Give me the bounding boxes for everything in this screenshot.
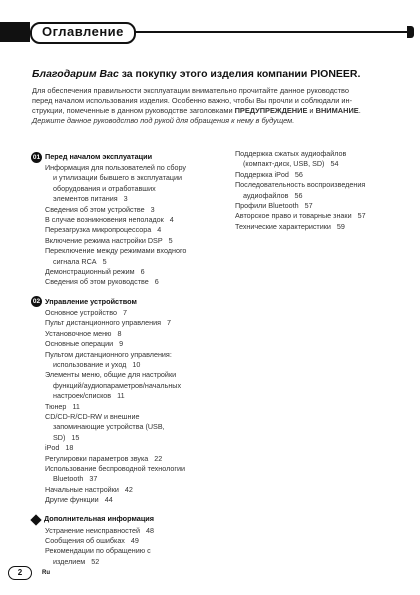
- toc-entry-line: Устранение неисправностей: [45, 525, 140, 535]
- toc-entry-line: Профили Bluetooth: [235, 201, 299, 211]
- toc-entry-text: [45, 402, 218, 412]
- toc-entry-text: [45, 257, 218, 267]
- intro-line: перед началом использования изделия. Особенно важно, чтобы Вы прочли и соблюдали ин-: [32, 96, 353, 105]
- toc-entry: [33, 339, 218, 349]
- toc-entry-line: изделием: [53, 556, 86, 566]
- toc-entry-line: (компакт-диск, USB, SD): [243, 159, 325, 169]
- toc-entry-line: Перезагрузка микропроцессора: [45, 225, 152, 235]
- toc-entry-text: [235, 201, 395, 211]
- toc-page-number: 15: [71, 432, 80, 442]
- toc-entry: [33, 546, 218, 567]
- toc-page-number: 18: [65, 443, 74, 453]
- page-number: 2: [8, 566, 32, 580]
- toc-entry: [33, 412, 218, 443]
- header-black-block: [0, 22, 30, 42]
- toc-entry: [33, 236, 218, 246]
- toc-page-number: 37: [89, 474, 98, 484]
- toc-page-number: 5: [102, 256, 107, 266]
- toc-page-number: 42: [124, 484, 133, 494]
- toc-entry: [33, 350, 218, 371]
- toc-page-number: 6: [140, 267, 145, 277]
- toc-entry-text: [45, 246, 218, 256]
- toc-entry-line: аудиофайлов: [243, 190, 289, 200]
- toc-entry: [33, 267, 218, 277]
- section-heading: [31, 514, 218, 526]
- toc-entry-text: [45, 277, 218, 287]
- toc-page-number: 56: [294, 169, 303, 179]
- section-number-badge: 01: [32, 153, 41, 161]
- toc-page-number: 3: [123, 194, 128, 204]
- toc-entry-line: iPod: [45, 443, 60, 453]
- toc-entry-text: [45, 433, 218, 443]
- thanks-heading: [32, 68, 392, 80]
- toc-entry-text: [235, 149, 395, 159]
- toc-entry: [33, 464, 218, 485]
- toc-entry-text: [45, 205, 218, 215]
- toc-entry-text: [45, 360, 218, 370]
- toc-entry: [33, 308, 218, 318]
- toc-entry-text: [45, 225, 218, 235]
- toc-entry-line: SD): [53, 432, 66, 442]
- toc-entry-line: Последовательность воспроизведения: [235, 180, 366, 190]
- toc-entry-line: и утилизации бывшего в эксплуатации: [53, 173, 182, 183]
- toc-entry-text: [45, 495, 218, 505]
- toc-entry: [235, 180, 395, 201]
- toc-page-number: 3: [150, 204, 155, 214]
- toc-entry-line: В случае возникновения неполадок: [45, 215, 164, 225]
- toc-entry: [33, 277, 218, 287]
- toc-page-number: 5: [168, 235, 173, 245]
- toc-entry-line: запоминающие устройства (USB,: [53, 422, 165, 432]
- toc-entry-line: Сведения об этом устройстве: [45, 204, 145, 214]
- toc-entry: [33, 536, 218, 546]
- toc-entry-line: Сведения об этом руководстве: [45, 277, 149, 287]
- toc-page-number: 8: [117, 328, 122, 338]
- toc-page-number: 22: [154, 453, 163, 463]
- caution-term: ВНИМАНИЕ: [315, 106, 359, 115]
- toc-entry-line: Установочное меню: [45, 328, 112, 338]
- toc-entry-text: [45, 536, 218, 546]
- section-number-badge: 02: [32, 298, 41, 306]
- intro-line3-pre: струкции, помеченные в данном руководстве заголовками: [32, 106, 235, 115]
- toc-entry-line: Сообщения об ошибках: [45, 536, 125, 545]
- toc-entry-line: Рекомендации по обращению с: [45, 546, 151, 556]
- toc-entry-text: [45, 422, 218, 432]
- toc-entry-line: Демонстрационный режим: [45, 267, 135, 277]
- toc-entry-text: [45, 464, 218, 474]
- toc-entry-text: [45, 526, 218, 536]
- toc-entry-text: [45, 474, 218, 484]
- toc-entry: [33, 246, 218, 267]
- toc-page-number: 48: [145, 525, 154, 535]
- thanks-rest: за покупку этого изделия компании PIONEER.: [118, 68, 361, 80]
- toc-page-number: 59: [336, 221, 345, 231]
- toc-entry-text: [45, 339, 218, 349]
- toc-page-number: 52: [91, 556, 100, 566]
- toc-entry-line: Начальные настройки: [45, 484, 119, 494]
- toc-entry-text: [45, 412, 218, 422]
- toc-entry-line: Переключение между режимами входного: [45, 246, 187, 256]
- toc-page-number: 54: [330, 159, 339, 169]
- toc-entry-line: элементов питания: [53, 194, 118, 204]
- toc-entry-line: Пультом дистанционного управления:: [45, 349, 172, 359]
- toc-right-column: [235, 149, 395, 232]
- toc-entry: [33, 370, 218, 401]
- toc-entry-text: [235, 222, 395, 232]
- toc-entry: [235, 201, 395, 211]
- toc-page-number: 4: [169, 215, 174, 225]
- section-heading: [31, 296, 218, 308]
- toc-entry-text: [45, 381, 218, 391]
- language-code: Ru: [42, 570, 50, 576]
- toc-entry: [33, 454, 218, 464]
- toc-entry-text: [45, 329, 218, 339]
- toc-entry-text: [45, 194, 218, 204]
- section-heading: [31, 151, 218, 163]
- toc-entry-line: Информация для пользователей по сбору: [45, 163, 187, 172]
- toc-entry-text: [45, 308, 218, 318]
- intro-line3-post: .: [358, 106, 361, 115]
- toc-entry-line: Bluetooth: [53, 474, 84, 484]
- toc-entry-line: Элементы меню, общие для настройки: [45, 370, 177, 380]
- toc-entry-text: [45, 215, 218, 225]
- toc-entry: [235, 222, 395, 232]
- toc-entry-text: [45, 350, 218, 360]
- intro-line: [32, 106, 392, 116]
- toc-entry: [33, 318, 218, 328]
- toc-entry-text: [45, 163, 218, 173]
- intro-keep-manual: Держите данное руководство под рукой для обращения к нему в будущем.: [32, 116, 295, 125]
- warning-term: ПРЕДУПРЕЖДЕНИЕ: [234, 106, 308, 115]
- toc-entry-line: Поддержка сжатых аудиофайлов: [235, 149, 347, 158]
- toc-entry-line: Тюнер: [45, 401, 67, 411]
- toc-entry: [33, 443, 218, 453]
- section-title: Дополнительная информация: [44, 514, 155, 524]
- toc-entry-line: Включение режима настройки DSP: [45, 235, 163, 245]
- toc-entry-text: [45, 485, 218, 495]
- toc-entry: [33, 225, 218, 235]
- toc-entry-text: [45, 267, 218, 277]
- toc-entry-line: Технические характеристики: [235, 221, 331, 231]
- diamond-icon: [30, 514, 41, 525]
- toc-entry-line: Основное устройство: [45, 307, 117, 317]
- toc-page-number: 49: [130, 536, 139, 545]
- section-title: Перед началом эксплуатации: [45, 151, 153, 161]
- toc-page-number: 9: [119, 339, 124, 349]
- toc-section: [33, 296, 218, 506]
- toc-entry: [33, 526, 218, 536]
- toc-entry-text: [45, 370, 218, 380]
- toc-page-number: 11: [72, 401, 80, 411]
- toc-page-number: 57: [357, 211, 366, 221]
- page-title: Оглавление: [30, 22, 136, 44]
- toc-page-number: 57: [304, 201, 313, 211]
- toc-entry-text: [235, 159, 395, 169]
- intro-paragraph: [32, 86, 392, 126]
- toc-page-number: 6: [154, 277, 159, 287]
- toc-entry-line: Пульт дистанционного управления: [45, 318, 161, 328]
- toc-entry: [33, 485, 218, 495]
- toc-entry-line: Поддержка iPod: [235, 169, 289, 179]
- toc-entry-text: [235, 191, 395, 201]
- toc-page-number: 44: [104, 495, 113, 505]
- toc-entry-line: CD/CD-R/CD-RW и внешние: [45, 411, 140, 421]
- toc-entry-line: использование и уход: [53, 359, 127, 369]
- toc-entry: [235, 149, 395, 170]
- toc-entry-text: [45, 546, 218, 556]
- toc-entry-text: [45, 391, 218, 401]
- intro-and: и: [307, 106, 316, 115]
- toc-page-number: 56: [294, 190, 303, 200]
- toc-entry: [33, 329, 218, 339]
- toc-entry-text: [45, 454, 218, 464]
- toc-entry-text: [45, 173, 218, 183]
- toc-section: [33, 151, 218, 288]
- toc-left-column: [33, 151, 218, 575]
- toc-entry: [235, 211, 395, 221]
- toc-entry: [33, 402, 218, 412]
- section-title: Управление устройством: [45, 296, 137, 306]
- toc-entry: [33, 495, 218, 505]
- toc-entry: [33, 205, 218, 215]
- toc-page-number: 4: [157, 225, 162, 235]
- header-rule-end: [407, 26, 414, 38]
- intro-line: Для обеспечения правильности эксплуатации внимательно прочитайте данное руководство: [32, 86, 349, 95]
- toc-entry-text: [235, 170, 395, 180]
- toc-entry-line: Другие функции: [45, 495, 99, 505]
- toc-page-number: 7: [122, 307, 127, 317]
- toc-entry: [33, 163, 218, 205]
- toc-entry-text: [45, 236, 218, 246]
- toc-entry-line: оборудования и отработавших: [53, 183, 156, 193]
- toc-entry-line: Основные операции: [45, 339, 114, 349]
- toc-entry-text: [45, 443, 218, 453]
- toc-entry-line: настроек/списков: [53, 391, 112, 401]
- toc-entry-text: [235, 211, 395, 221]
- toc-page-number: 11: [117, 391, 125, 401]
- toc-entry: [235, 170, 395, 180]
- toc-entry-line: сигнала RCA: [53, 256, 97, 266]
- toc-entry-text: [45, 557, 218, 567]
- toc-entry-text: [45, 184, 218, 194]
- toc-entry-line: Авторское право и товарные знаки: [235, 211, 352, 221]
- toc-entry-text: [235, 180, 395, 190]
- toc-entry-line: Регулировки параметров звука: [45, 453, 149, 463]
- toc-entry-text: [45, 318, 218, 328]
- intro-line-italic: [32, 116, 392, 126]
- toc-section: [33, 514, 218, 568]
- thanks-italic: Благодарим Вас: [32, 68, 119, 80]
- toc-entry-line: Использование беспроводной технологии: [45, 463, 185, 473]
- toc-entry: [33, 215, 218, 225]
- header-bar: [0, 22, 420, 42]
- toc-entry-line: функций/аудиопараметров/начальных: [53, 380, 182, 390]
- toc-page-number: 10: [132, 359, 141, 369]
- toc-page-number: 7: [166, 318, 171, 328]
